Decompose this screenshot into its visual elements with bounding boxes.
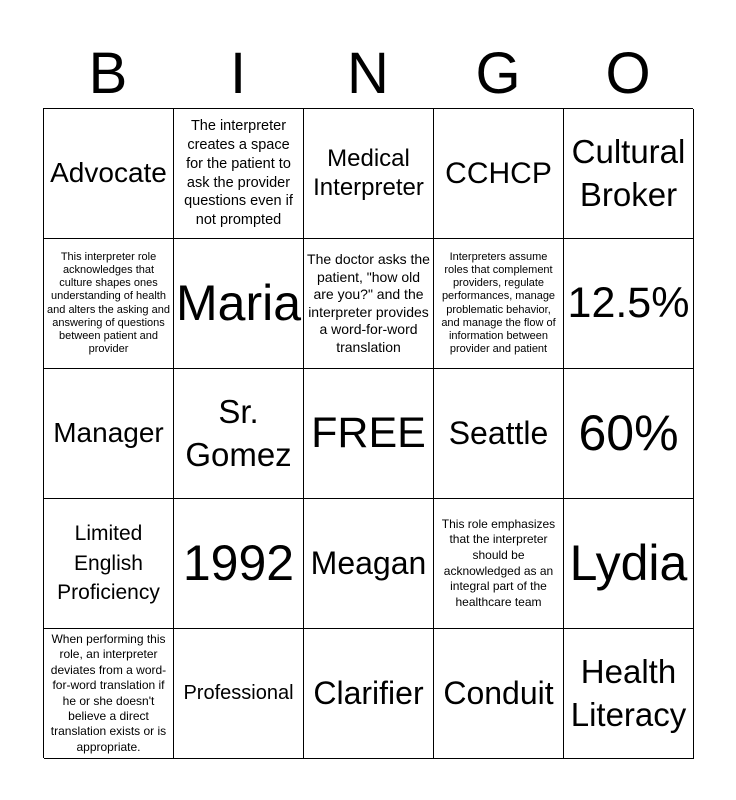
bingo-cell[interactable]: [44, 239, 174, 369]
cell-text: FREE: [311, 408, 426, 457]
cell-text: Advocate: [50, 157, 167, 189]
bingo-cell[interactable]: [174, 109, 304, 239]
cell-text: The doctor asks the patient, "how old are you?" and the interpreter provides a word-for-word translation: [307, 251, 430, 355]
cell-text: 12.5%: [567, 278, 690, 327]
bingo-cell[interactable]: [174, 629, 304, 759]
cell-text: Limited English Proficiency: [57, 522, 160, 605]
bingo-cell[interactable]: [564, 369, 694, 499]
cell-text: Meagan: [310, 545, 427, 582]
cell-text: The interpreter creates a space for the patient to ask the provider questions even if not prompted: [184, 117, 293, 229]
bingo-cell[interactable]: [44, 109, 174, 239]
cell-text: Manager: [53, 417, 164, 449]
cell-text: Medical Interpreter: [313, 144, 424, 201]
cell-text: Professional: [183, 682, 294, 704]
cell-text: Maria: [175, 275, 302, 331]
bingo-cell[interactable]: [434, 369, 564, 499]
cell-text: 60%: [578, 405, 679, 461]
bingo-cell[interactable]: [174, 239, 304, 369]
bingo-cell[interactable]: [564, 109, 694, 239]
header-letter-o: O: [605, 41, 651, 106]
bingo-header: [43, 40, 693, 108]
bingo-cell[interactable]: [304, 239, 434, 369]
bingo-cell[interactable]: [304, 109, 434, 239]
bingo-cell[interactable]: [564, 629, 694, 759]
header-letter-g: G: [475, 41, 521, 106]
cell-text: Cultural Broker: [571, 133, 686, 213]
bingo-cell[interactable]: [434, 239, 564, 369]
bingo-cell[interactable]: [434, 109, 564, 239]
header-letter-n: N: [347, 41, 389, 106]
cell-text: Clarifier: [313, 675, 424, 712]
cell-text: This role emphasizes that the interpreter should be acknowledged as an integral part of the healthcare team: [441, 516, 556, 609]
cell-text: Seattle: [448, 415, 549, 452]
bingo-cell[interactable]: [44, 499, 174, 629]
bingo-cell[interactable]: [564, 239, 694, 369]
bingo-cell[interactable]: [434, 629, 564, 759]
cell-text: This interpreter role acknowledges that culture shapes ones understanding of health and alters the asking and answering of questions between patient and provider: [47, 250, 170, 356]
bingo-cell[interactable]: [44, 369, 174, 499]
bingo-cell[interactable]: [564, 499, 694, 629]
cell-text: Health Literacy: [570, 653, 687, 733]
bingo-cell[interactable]: [304, 369, 434, 499]
bingo-cell[interactable]: [304, 629, 434, 759]
header-letter-b: B: [88, 41, 128, 106]
cell-text: Lydia: [569, 535, 688, 591]
cell-text: Sr. Gomez: [185, 393, 292, 473]
cell-text: CCHCP: [445, 156, 552, 190]
bingo-cell[interactable]: [174, 369, 304, 499]
header-letter-i: I: [229, 41, 247, 106]
bingo-card-grid: [43, 108, 693, 758]
bingo-cell[interactable]: [174, 499, 304, 629]
cell-text: 1992: [182, 535, 295, 591]
cell-text: Interpreters assume roles that complement providers, regulate performances, manage problematic behavior, and manage the flow of information between provider and patient: [441, 250, 556, 356]
bingo-cell[interactable]: [434, 499, 564, 629]
cell-text: Conduit: [443, 675, 554, 712]
bingo-cell[interactable]: [44, 629, 174, 759]
cell-text: When performing this role, an interpreter deviates from a word-for-word translation if he or she doesn't believe a direct translation exists or is appropriate.: [50, 632, 167, 754]
bingo-cell[interactable]: [304, 499, 434, 629]
